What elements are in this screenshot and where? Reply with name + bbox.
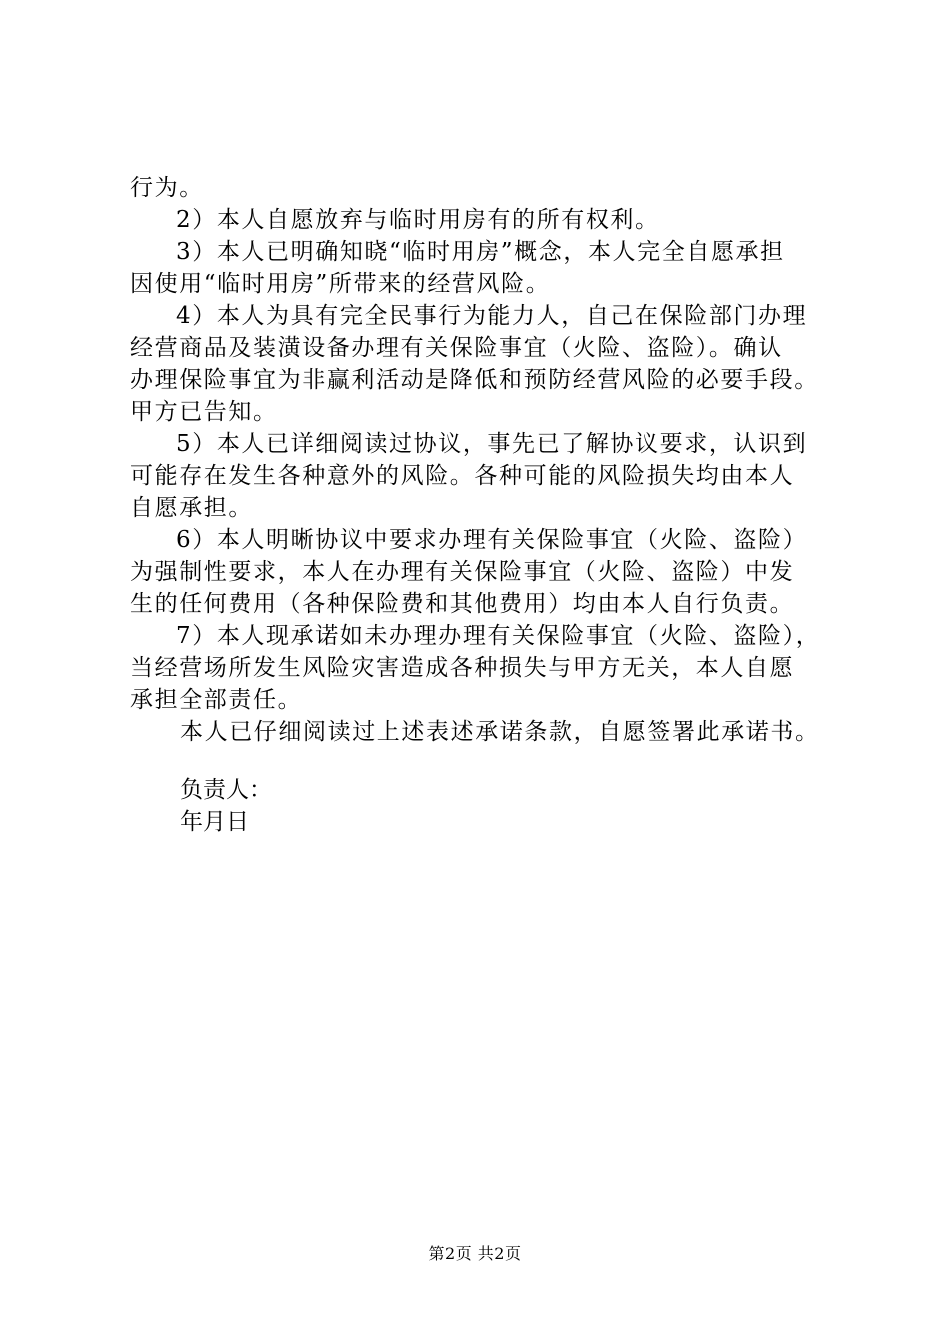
clause-4: 4）本人为具有完全民事行为能力人，自己在保险部门办理 (176, 303, 808, 329)
page-footer: 第2页 共2页 (428, 1244, 522, 1263)
text-line: 经营商品及装潢设备办理有关保险事宜（火险、盗险）。确认 (130, 335, 783, 361)
closing-statement: 本人已仔细阅读过上述表述承诺条款，自愿签署此承诺书。 (180, 719, 820, 745)
document-body (130, 172, 840, 838)
text-line: 办理保险事宜为非赢利活动是降低和预防经营风险的必要手段。 (130, 367, 819, 393)
text-line: 当经营场所发生风险灾害造成各种损失与甲方无关，本人自愿 (130, 655, 795, 681)
clause-7: 7）本人现承诺如未办理办理有关保险事宜（火险、盗险）， (176, 623, 821, 649)
clause-6: 6）本人明晰协议中要求办理有关保险事宜（火险、盗险） (176, 527, 808, 553)
responsible-person-label: 负责人： (180, 777, 272, 803)
text-line: 承担全部责任。 (130, 687, 303, 713)
text-line: 生的任何费用（各种保险费和其他费用）均由本人自行负责。 (130, 591, 795, 617)
clause-3: 3）本人已明确知晓“临时用房”概念，本人完全自愿承担 (176, 239, 785, 265)
clause-2: 2）本人自愿放弃与临时用房有的所有权利。 (176, 207, 660, 233)
text-line: 自愿承担。 (130, 495, 253, 521)
text-line: 因使用“临时用房”所带来的经营风险。 (130, 271, 551, 297)
date-label: 年月日 (180, 809, 249, 835)
text-line: 甲方已告知。 (130, 399, 278, 425)
spacer (130, 748, 840, 774)
clause-5: 5）本人已详细阅读过协议，事先已了解协议要求，认识到 (176, 431, 808, 457)
text-line: 可能存在发生各种意外的风险。各种可能的风险损失均由本人 (130, 463, 795, 489)
signature-block (130, 774, 840, 838)
text-line: 行为。 (130, 175, 204, 201)
text-line: 为强制性要求，本人在办理有关保险事宜（火险、盗险）中发 (130, 559, 795, 585)
